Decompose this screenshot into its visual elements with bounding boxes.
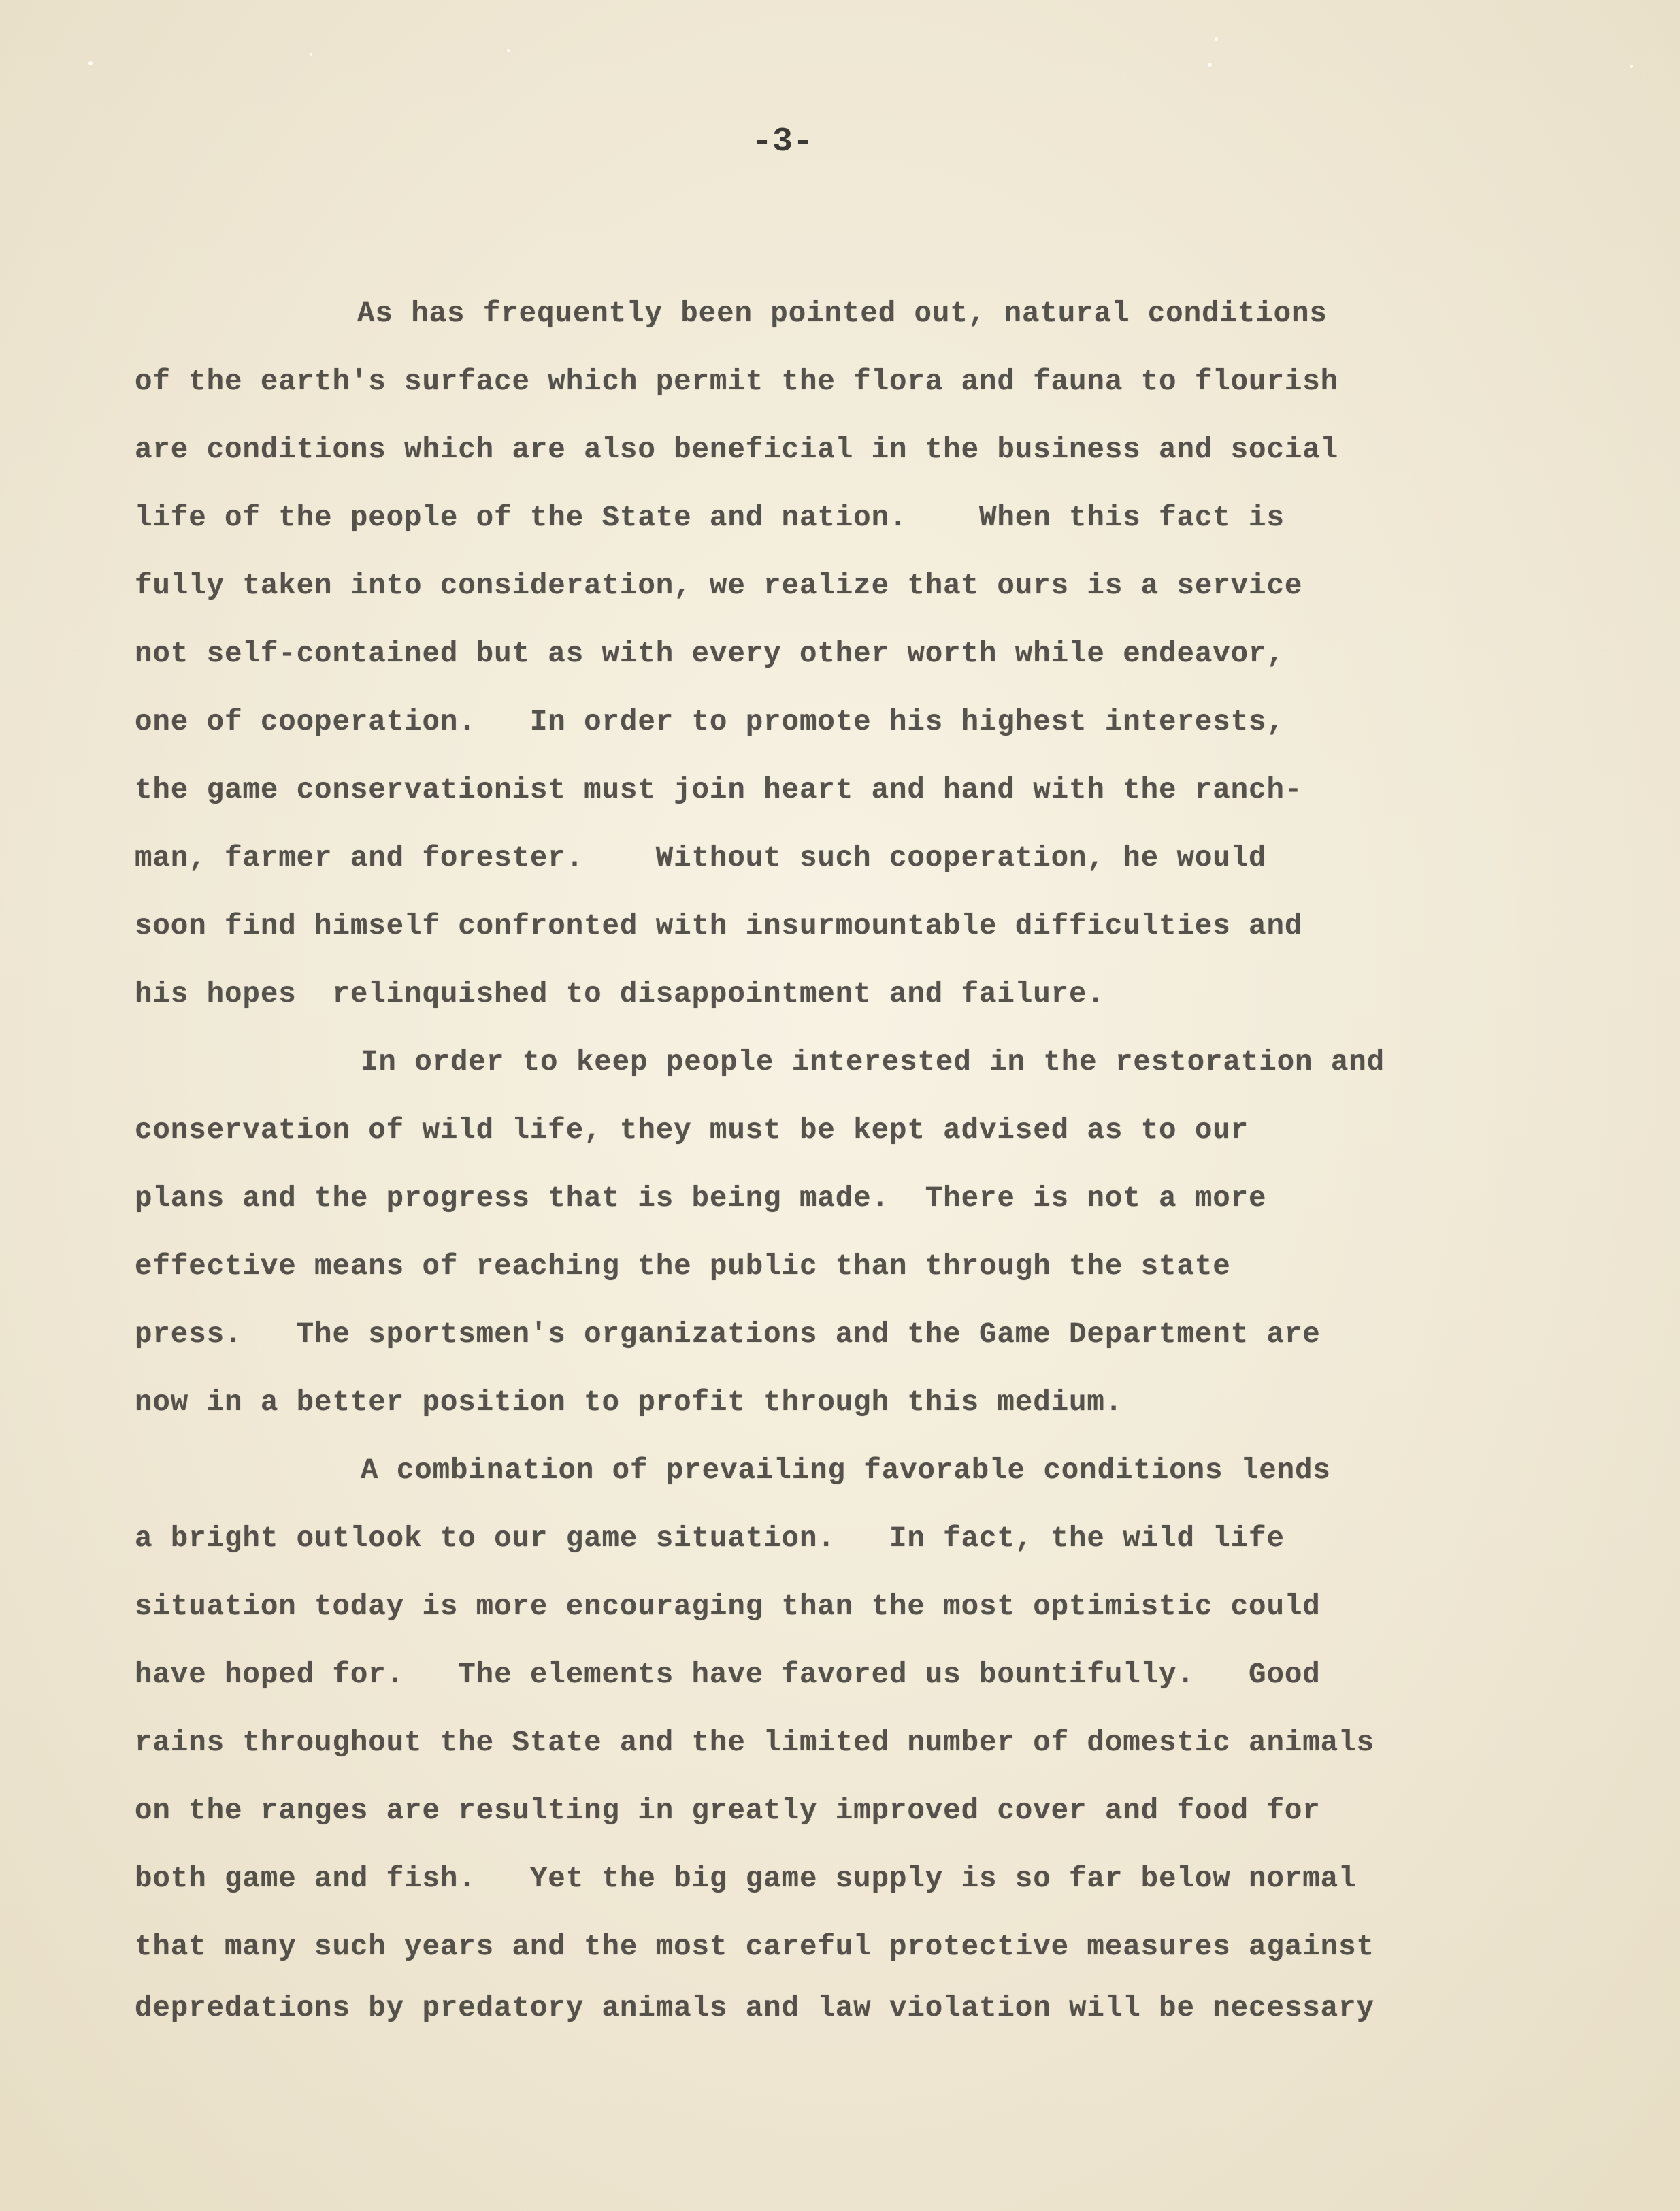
text-line: depredations by predatory animals and law violation will be necessary bbox=[135, 1992, 1374, 2025]
text-line: are conditions which are also beneficial in the business and social bbox=[135, 433, 1339, 466]
text-line: As has frequently been pointed out, natural conditions bbox=[357, 297, 1328, 330]
text-line: a bright outlook to our game situation. In fact, the wild life bbox=[135, 1522, 1285, 1555]
text-line: conservation of wild life, they must be kept advised as to our bbox=[135, 1114, 1249, 1147]
text-line: fully taken into consideration, we realize that ours is a service bbox=[135, 570, 1303, 602]
text-line: rains throughout the State and the limited number of domestic animals bbox=[135, 1726, 1374, 1759]
text-line: life of the people of the State and nation. When this fact is bbox=[135, 502, 1285, 534]
text-line: In order to keep people interested in the restoration and bbox=[361, 1046, 1385, 1079]
text-line: plans and the progress that is being made. There is not a more bbox=[135, 1182, 1267, 1215]
text-line: on the ranges are resulting in greatly improved cover and food for bbox=[135, 1795, 1321, 1827]
text-line: not self-contained but as with every other worth while endeavor, bbox=[135, 638, 1285, 670]
page-number: -3- bbox=[751, 122, 813, 161]
text-line: situation today is more encouraging than the most optimistic could bbox=[135, 1590, 1321, 1623]
text-line: of the earth's surface which permit the flora and fauna to flourish bbox=[135, 365, 1339, 398]
text-line: now in a better position to profit through this medium. bbox=[135, 1386, 1123, 1419]
text-line: both game and fish. Yet the big game supply is so far below normal bbox=[135, 1863, 1357, 1895]
text-line: effective means of reaching the public than through the state bbox=[135, 1250, 1231, 1283]
text-line: his hopes relinquished to disappointment and failure. bbox=[135, 978, 1105, 1011]
text-line: A combination of prevailing favorable conditions lends bbox=[361, 1454, 1331, 1487]
text-line: the game conservationist must join heart and hand with the ranch- bbox=[135, 774, 1303, 806]
text-line: press. The sportsmen's organizations and the Game Department are bbox=[135, 1318, 1321, 1351]
text-line: one of cooperation. In order to promote his highest interests, bbox=[135, 706, 1285, 738]
text-line: soon find himself confronted with insurmountable difficulties and bbox=[135, 910, 1303, 943]
text-line: have hoped for. The elements have favored us bountifully. Good bbox=[135, 1658, 1321, 1691]
text-line: man, farmer and forester. Without such cooperation, he would bbox=[135, 842, 1267, 874]
text-line: that many such years and the most careful protective measures against bbox=[135, 1931, 1374, 1963]
